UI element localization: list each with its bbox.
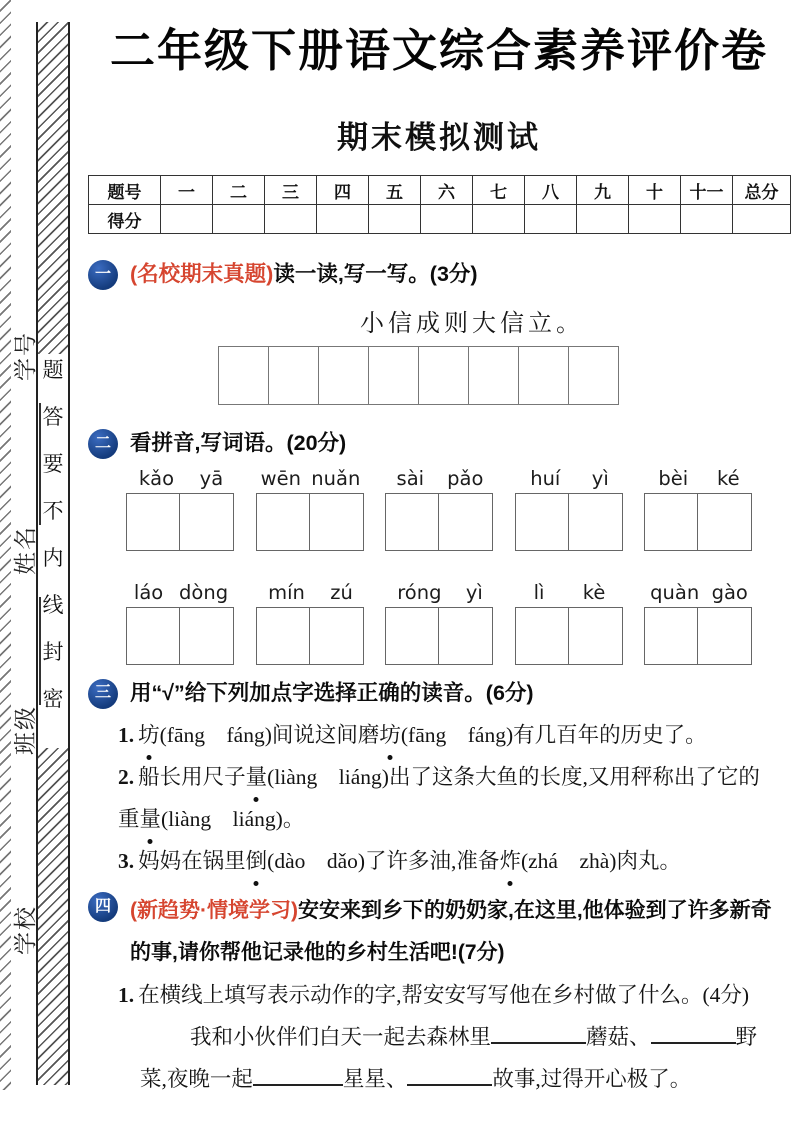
sentence-text: (dào dǎo)了许多油,准备 xyxy=(267,848,500,873)
question-3-items xyxy=(88,714,778,882)
pinyin-syllable: pǎo xyxy=(447,466,484,490)
score-cell xyxy=(421,205,473,234)
score-cell xyxy=(577,205,629,234)
page-title: 二年级下册语文综合素养评价卷 xyxy=(109,25,768,76)
question-1-tag: (名校期末真题) xyxy=(130,262,274,286)
pinyin-group xyxy=(256,467,366,551)
score-cell xyxy=(369,205,421,234)
score-label: 得分 xyxy=(89,205,161,234)
answer-cell xyxy=(644,493,699,551)
sentence-text: 船长用尺子 xyxy=(138,764,246,789)
answer-cell xyxy=(179,607,234,665)
dotted-character: 坊 xyxy=(138,714,160,756)
answer-cell xyxy=(438,607,493,665)
writing-box xyxy=(319,346,369,405)
col-header: 四 xyxy=(317,176,369,205)
fill-in-blank xyxy=(253,1080,343,1086)
writing-box xyxy=(269,346,319,405)
item-number: 1. xyxy=(118,722,135,747)
seal-char: 内 xyxy=(42,546,64,570)
seal-line-text xyxy=(38,354,68,748)
sentence-text: (fāng fáng)有几百年的历史了。 xyxy=(400,722,707,747)
page-subtitle: 期末模拟测试 xyxy=(337,120,541,155)
pinyin-syllable: zú xyxy=(330,580,353,604)
score-cell xyxy=(681,205,733,234)
score-cell xyxy=(733,205,791,234)
pinyin-syllable: kè xyxy=(582,580,606,604)
dotted-character: 量 xyxy=(140,798,162,840)
pinyin-syllable: lì xyxy=(533,580,545,604)
pinyin-syllable: yì xyxy=(465,580,483,604)
question-4-fill-text xyxy=(88,1016,780,1100)
sentence-text: 故事,过得开心极了。 xyxy=(492,1066,692,1091)
pinyin-group xyxy=(385,581,495,665)
pinyin-syllable: dòng xyxy=(179,580,229,604)
dotted-character: 炸 xyxy=(499,840,521,882)
dotted-character: 倒 xyxy=(246,840,268,882)
seal-line-band xyxy=(36,22,70,1085)
question-3-item-3 xyxy=(118,840,778,882)
score-cell xyxy=(473,205,525,234)
score-cell xyxy=(161,205,213,234)
main-content xyxy=(88,0,790,1100)
pinyin-syllable: mín xyxy=(268,580,305,604)
pinyin-group xyxy=(644,581,754,665)
seal-char: 答 xyxy=(42,405,64,429)
answer-cell xyxy=(256,493,311,551)
pinyin-group xyxy=(515,467,625,551)
writing-box xyxy=(419,346,469,405)
question-4-sub-1 xyxy=(118,974,778,1016)
col-header: 总分 xyxy=(733,176,791,205)
pinyin-row-1 xyxy=(88,467,790,551)
answer-cell xyxy=(126,607,181,665)
item-number: 3. xyxy=(118,848,135,873)
pinyin-group xyxy=(515,581,625,665)
answer-cell xyxy=(179,493,234,551)
question-4-title: 安安来到乡下的奶奶家,在这里,他体验到了许多新奇的事,请你帮他记录他的乡村生活吧!(7分) xyxy=(130,898,772,964)
col-header: 十 xyxy=(629,176,681,205)
answer-cell xyxy=(438,493,493,551)
col-header: 八 xyxy=(525,176,577,205)
pinyin-group xyxy=(126,467,236,551)
seal-char: 不 xyxy=(42,499,64,523)
seal-char: 封 xyxy=(42,640,64,664)
answer-cell xyxy=(697,607,752,665)
question-2-heading xyxy=(88,427,790,460)
fill-in-blank xyxy=(491,1038,586,1044)
class-field-label: 班级 xyxy=(13,705,38,755)
col-header: 七 xyxy=(473,176,525,205)
fill-in-paragraph xyxy=(140,1016,780,1100)
sentence-text: (fāng fáng)间说这间磨 xyxy=(159,722,380,747)
pinyin-syllable: quàn xyxy=(650,580,700,604)
pinyin-syllable: yā xyxy=(199,466,224,490)
col-header: 五 xyxy=(369,176,421,205)
sentence-text: 我和小伙伴们白天一起去森林里 xyxy=(190,1024,492,1049)
pinyin-syllable: ké xyxy=(716,466,740,490)
score-cell xyxy=(525,205,577,234)
pinyin-syllable: bèi xyxy=(658,466,689,490)
answer-cell xyxy=(126,493,181,551)
score-cell xyxy=(265,205,317,234)
answer-cell xyxy=(515,493,570,551)
pinyin-syllable: róng xyxy=(397,580,442,604)
sentence-text: 妈妈在锅里 xyxy=(138,848,246,873)
sentence-text: 蘑菇、 xyxy=(586,1024,651,1049)
sub-question-text: 在横线上填写表示动作的字,帮安安写写他在乡村做了什么。(4分) xyxy=(138,982,750,1007)
pinyin-syllable: sài xyxy=(396,466,425,490)
sentence-text: (liàng liáng)。 xyxy=(161,806,305,831)
answer-cell xyxy=(385,607,440,665)
question-2-title: 看拼音,写词语。(20分) xyxy=(130,431,347,456)
answer-cell xyxy=(309,493,364,551)
sentence-text: 星星、 xyxy=(342,1066,408,1091)
question-4-heading xyxy=(88,890,790,974)
student-number-field-label: 学号 xyxy=(13,331,38,381)
pinyin-syllable: wēn xyxy=(260,466,301,490)
pinyin-group xyxy=(126,581,236,665)
question-3-item-2 xyxy=(118,756,778,840)
pinyin-syllable: nuǎn xyxy=(311,466,361,490)
col-header: 六 xyxy=(421,176,473,205)
question-3-item-1 xyxy=(118,714,778,756)
col-header: 二 xyxy=(213,176,265,205)
fill-in-blank xyxy=(407,1080,492,1086)
school-field-label: 学校 xyxy=(13,905,38,955)
score-cell xyxy=(213,205,265,234)
question-3-heading xyxy=(88,677,790,710)
question-2-number-badge: 二 xyxy=(88,429,118,459)
score-cell xyxy=(317,205,369,234)
writing-box xyxy=(519,346,569,405)
pinyin-syllable: huí xyxy=(530,466,561,490)
item-number: 1. xyxy=(118,982,135,1007)
answer-cell xyxy=(515,607,570,665)
sentence-text: 野菜,夜晚一起 xyxy=(140,1024,758,1091)
score-table xyxy=(88,175,791,234)
question-4-number-badge: 四 xyxy=(88,892,118,922)
dotted-character: 量 xyxy=(246,756,268,798)
fill-in-blank xyxy=(651,1038,736,1044)
dotted-character: 坊 xyxy=(379,714,401,756)
name-field-label: 姓名 xyxy=(13,525,38,575)
question-4-tag: (新趋势·情境学习) xyxy=(130,898,298,922)
score-table-score-row xyxy=(89,205,791,234)
seal-char: 线 xyxy=(42,593,64,617)
answer-cell xyxy=(385,493,440,551)
sentence-text: (zhá zhà)肉丸。 xyxy=(520,848,681,873)
writing-box xyxy=(469,346,519,405)
pinyin-syllable: láo xyxy=(133,580,164,604)
writing-box xyxy=(569,346,619,405)
question-1-title: 读一读,写一写。(3分) xyxy=(273,262,478,286)
question-1-sentence: 小信成则大信立。 xyxy=(360,311,584,338)
col-header: 三 xyxy=(265,176,317,205)
pinyin-group xyxy=(256,581,366,665)
pinyin-row-2 xyxy=(88,581,790,665)
answer-cell xyxy=(568,607,623,665)
answer-cell xyxy=(309,607,364,665)
question-1-writing-boxes xyxy=(218,346,790,405)
seal-char: 密 xyxy=(42,687,64,711)
score-table-header-row xyxy=(89,176,791,205)
question-3-title: 用“√”给下列加点字选择正确的读音。(6分) xyxy=(130,680,534,705)
answer-cell xyxy=(256,607,311,665)
answer-cell xyxy=(568,493,623,551)
seal-char: 题 xyxy=(42,358,64,382)
question-1-heading xyxy=(88,258,790,291)
answer-cell xyxy=(644,607,699,665)
writing-box xyxy=(218,346,269,405)
pinyin-group xyxy=(644,467,754,551)
seal-char: 要 xyxy=(42,452,64,476)
question-1-number-badge: 一 xyxy=(88,260,118,290)
col-header: 一 xyxy=(161,176,213,205)
pinyin-syllable: kǎo xyxy=(138,466,175,490)
writing-box xyxy=(369,346,419,405)
pinyin-syllable: yì xyxy=(591,466,609,490)
pinyin-group xyxy=(385,467,495,551)
score-cell xyxy=(629,205,681,234)
question-4-sub-items xyxy=(88,974,778,1016)
question-number-label: 题号 xyxy=(89,176,161,205)
answer-cell xyxy=(697,493,752,551)
seal-hatch-bottom xyxy=(38,748,68,1085)
question-3-number-badge: 三 xyxy=(88,679,118,709)
pinyin-syllable: gào xyxy=(711,580,748,604)
sentence-text: (liàng liáng)出了这条大鱼的长度,又用秤称出了它的重 xyxy=(118,764,760,831)
col-header: 十一 xyxy=(681,176,733,205)
seal-hatch-top xyxy=(38,22,68,354)
col-header: 九 xyxy=(577,176,629,205)
item-number: 2. xyxy=(118,764,135,789)
